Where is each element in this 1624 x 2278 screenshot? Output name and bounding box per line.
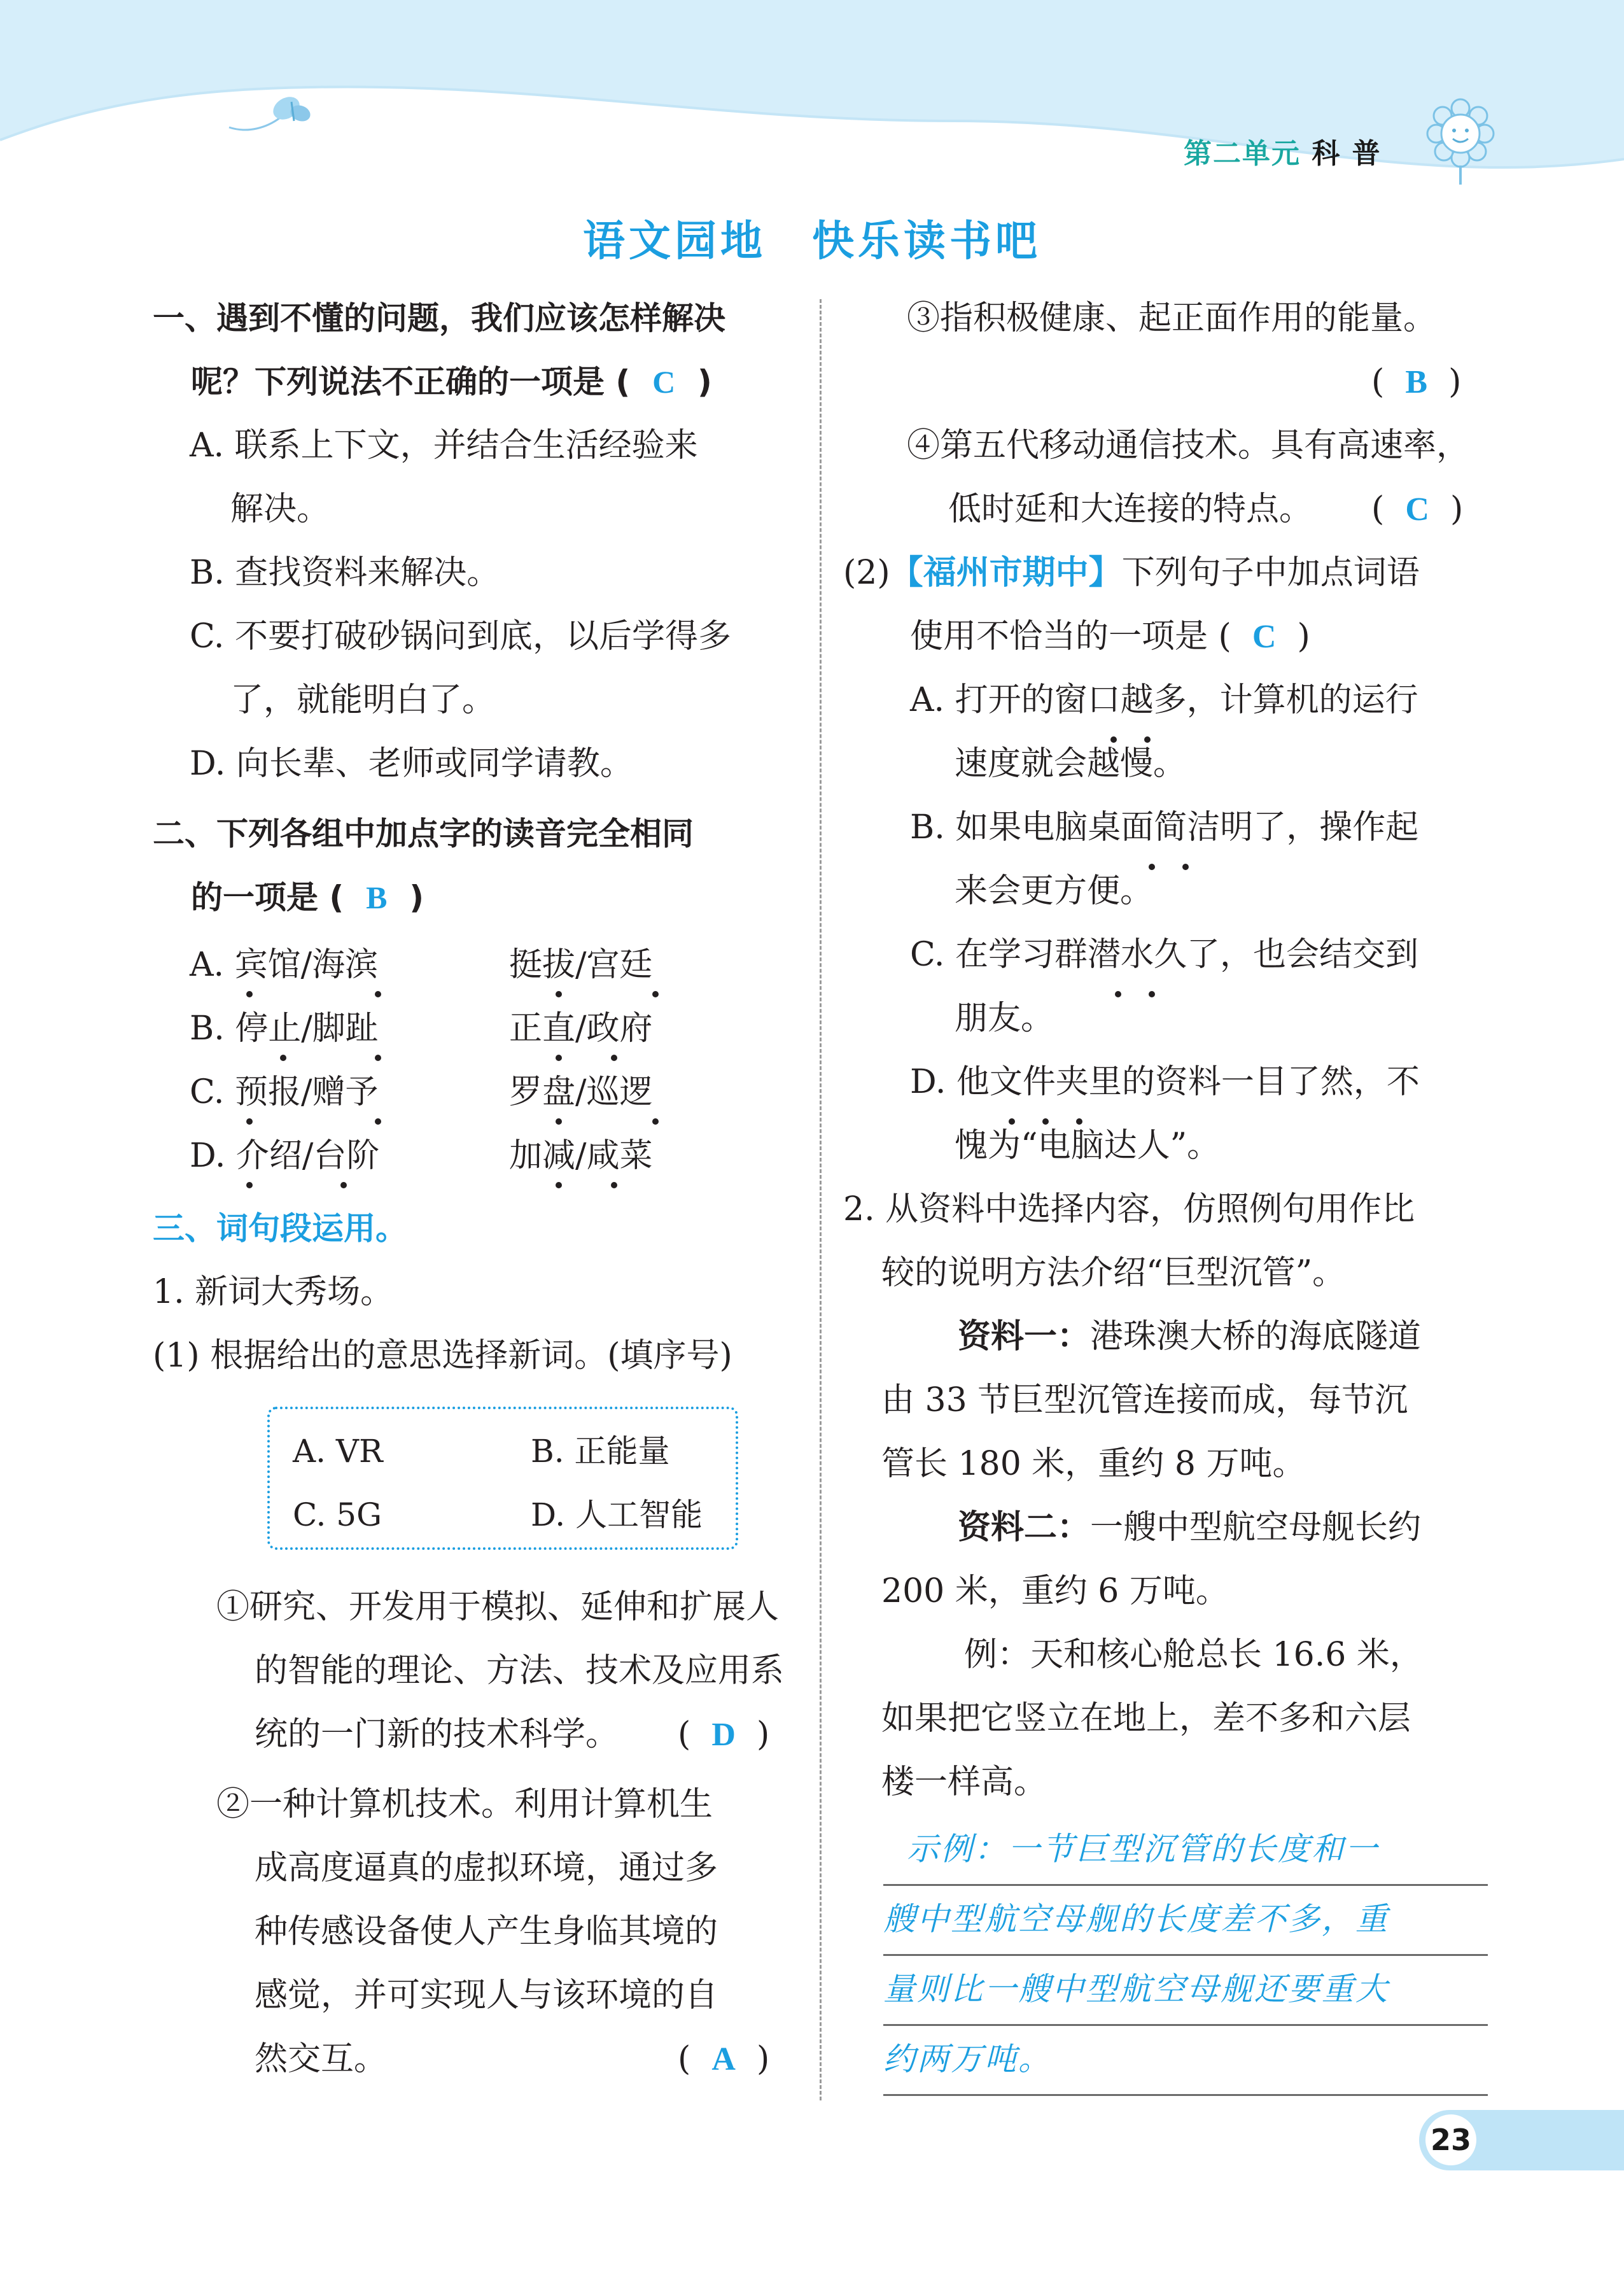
q1-title: 一、遇到不懂的问题，我们应该怎样解决 (153, 300, 725, 337)
q2-option-b-right: 正直/政府 (509, 1009, 653, 1048)
answer-rule-2 (883, 1954, 1488, 1956)
answer-line3: 量则比一艘中型航空母舰还要重大 (883, 1971, 1389, 2007)
item4-answer: ( C ) (1371, 490, 1464, 528)
q1-answer: C (652, 364, 676, 400)
material1-line2: 由 33 节巨型沉管连接而成，每节沉 (881, 1381, 1408, 1419)
s2-line1: 2. 从资料中选择内容，仿照例句用作比 (843, 1190, 1415, 1228)
q2-answer: B (366, 880, 388, 915)
item1-line2: 的智能的理论、方法、技术及应用系 (255, 1652, 785, 1690)
q1-option-d: D. 向长辈、老师或同学请教。 (190, 745, 633, 783)
q2-part2-line2: 使用不恰当的一项是 ( C ) (910, 617, 1310, 656)
q2-option-d-right: 加减/咸菜 (509, 1137, 653, 1175)
material2-line2: 200 米，重约 6 万吨。 (881, 1572, 1229, 1610)
q2-option-a-right: 挺拔/宫廷 (509, 946, 653, 984)
option-c-line2: 朋友。 (955, 999, 1054, 1037)
q2-option-c-left: C. 预报/赠予 (190, 1073, 379, 1111)
item4-line2: 低时延和大连接的特点。 (948, 490, 1313, 528)
s2-line2: 较的说明方法介绍“巨型沉管”。 (881, 1254, 1346, 1292)
q3-sub1-1: (1) 根据给出的意思选择新词。(填序号) (153, 1337, 732, 1375)
item2-line5: 然交互。 (255, 2040, 388, 2078)
item2-answer: ( A ) (678, 2040, 770, 2078)
q2-option-c-right: 罗盘/巡逻 (509, 1073, 653, 1111)
option-b-line1: B. 如果电脑桌面简洁明了，操作起 (910, 808, 1419, 847)
example-line3: 楼一样高。 (881, 1763, 1047, 1801)
material1-line3: 管长 180 米，重约 8 万吨。 (881, 1445, 1306, 1483)
q1-title-2: 呢？下列说法不正确的一项是 ( C ) (191, 363, 712, 400)
q1-option-c-cont: 了，就能明白了。 (230, 681, 496, 719)
option-a-line2: 速度就会越慢。 (955, 745, 1187, 783)
example-line2: 如果把它竖立在地上，差不多和六层 (881, 1699, 1411, 1738)
answer-rule-1 (883, 1884, 1488, 1886)
q1-option-a-cont: 解决。 (230, 490, 330, 528)
source-tag: 【福州市期中】 (890, 553, 1122, 592)
item4-line1: ④第五代移动通信技术。具有高速率， (907, 426, 1470, 465)
item1-line3: 统的一门新的技术科学。 (255, 1715, 619, 1754)
word-option-c: C. 5G (293, 1496, 382, 1533)
q2-part2-answer: C (1252, 619, 1277, 655)
example-line1: 例：天和核心舱总长 16.6 米， (964, 1636, 1423, 1674)
q1-option-b: B. 查找资料来解决。 (190, 554, 500, 592)
material1-line1: 资料一：港珠澳大桥的海底隧道 (958, 1317, 1422, 1356)
q2-option-d-left: D. 介绍/台阶 (190, 1137, 380, 1175)
page-title: 语文园地 快乐读书吧 (583, 216, 1041, 265)
option-d-line2: 愧为“电脑达人”。 (955, 1127, 1221, 1165)
item1-line1: ①研究、开发用于模拟、延伸和扩展人 (216, 1588, 780, 1626)
answer-rule-4 (883, 2094, 1488, 2096)
item1-answer: ( D ) (678, 1715, 770, 1754)
material2-line1: 资料二：一艘中型航空母舰长约 (958, 1508, 1422, 1547)
word-options-box (267, 1407, 738, 1550)
q2-title-2: 的一项是 ( B ) (191, 879, 424, 916)
word-option-b: B. 正能量 (531, 1433, 670, 1470)
q3-title: 三、词句段运用。 (153, 1210, 407, 1247)
option-a-line1: A. 打开的窗口越多，计算机的运行 (910, 681, 1418, 719)
word-option-a: A. VR (293, 1433, 383, 1470)
item2-line1: ②一种计算机技术。利用计算机生 (216, 1785, 713, 1824)
item2-line3: 种传感设备使人产生身临其境的 (255, 1913, 718, 1951)
page-number: 23 (1425, 2114, 1476, 2165)
answer-line4: 约两万吨。 (883, 2041, 1052, 2078)
answer-rule-3 (883, 2024, 1488, 2026)
item2-line2: 成高度逼真的虚拟环境，通过多 (255, 1849, 718, 1887)
item3-line1: ③指积极健康、起正面作用的能量。 (907, 299, 1437, 337)
q1-option-c: C. 不要打破砂锅问到底，以后学得多 (190, 617, 731, 656)
option-b-line2: 来会更方便。 (955, 872, 1154, 910)
option-c-line1: C. 在学习群潜水久了，也会结交到 (910, 936, 1418, 974)
answer-line1: 示例：一节巨型沉管的长度和一 (907, 1831, 1379, 1867)
unit-number: 第二单元 (1184, 137, 1301, 170)
q1-option-a: A. 联系上下文，并结合生活经验来 (190, 426, 698, 465)
unit-name: 科 普 (1312, 137, 1382, 170)
q3-sub1: 1. 新词大秀场。 (153, 1273, 394, 1311)
q2-title: 二、下列各组中加点字的读音完全相同 (153, 815, 694, 852)
word-option-d: D. 人工智能 (531, 1496, 703, 1533)
q2-part2-line1: (2)【福州市期中】下列句子中加点词语 (843, 553, 1420, 592)
q2-option-b-left: B. 停止/脚趾 (190, 1009, 379, 1048)
q2-option-a-left: A. 宾馆/海滨 (190, 946, 379, 984)
item2-line4: 感觉，并可实现人与该环境的自 (255, 1976, 718, 2014)
option-d-line1: D. 他文件夹里的资料一目了然，不 (910, 1063, 1420, 1101)
item3-answer: ( B ) (1371, 363, 1462, 401)
answer-line2: 艘中型航空母舰的长度差不多，重 (883, 1901, 1389, 1937)
